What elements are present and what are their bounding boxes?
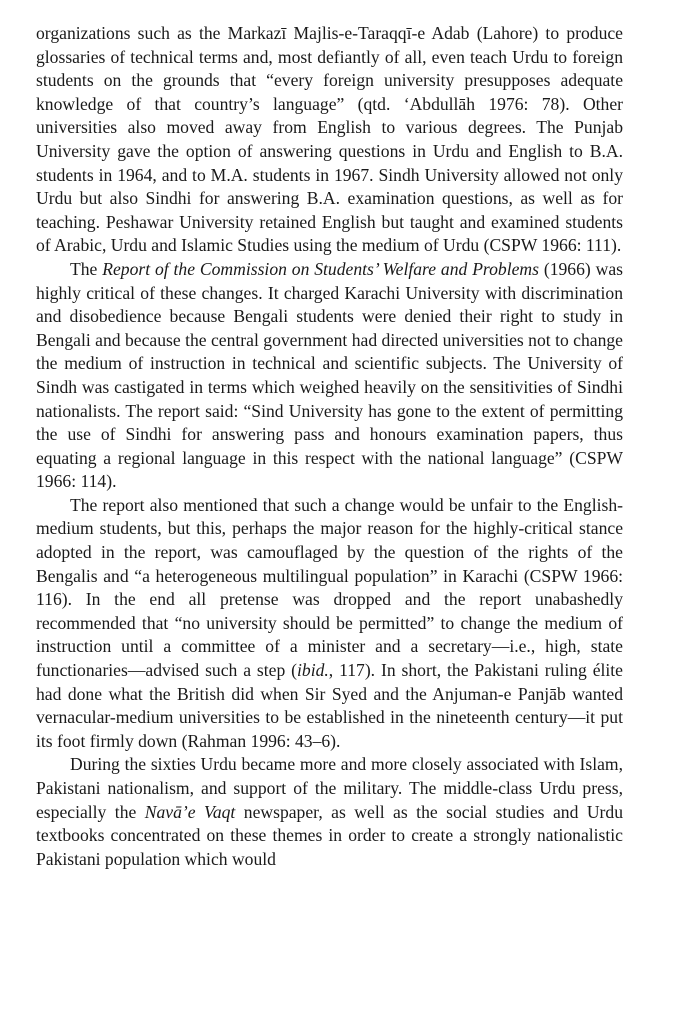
paragraph-4-text-cont: newspaper, as well as the social studies and Urdu textbooks concentrated on these themes in order to create a strongly nationalistic Pakistani population which would xyxy=(36,801,624,869)
paragraph-3-text-cont: , 117). In short, the Pakistani ruling élite had done what the British did when Sir Syed and the Anjuman-e Panjāb wanted vernacular-medium universities to be established in the nineteenth century—it put its foot firmly down (Rahman 1996: 43–6). xyxy=(36,660,623,751)
paragraph-4-text: During the sixties Urdu became more and more closely associated with Islam, Pakistani nationalism, and support of the military. The middle-class Urdu press, especially the xyxy=(36,754,623,822)
document-page xyxy=(36,22,623,871)
paragraph-2-text-cont: (1966) was highly critical of these changes. It charged Karachi University with discrimination and disobedience because Bengali students were denied their right to study in Bengali and because the central government had directed universities not to change the medium of instruction in technical and scientific subjects. The University of Sindh was castigated in terms which weighed heavily on the sensitivities of Sindhi nationalists. The report said: “Sind University has gone to the extent of permitting the use of Sindhi for answering pass and honours examination papers, thus equating a regional language in this respect with the national language” (CSPW 1966: 114). xyxy=(36,258,623,492)
paragraph-3 xyxy=(36,494,623,754)
newspaper-title-italic: Navā’e Vaqt xyxy=(144,801,236,822)
ibid-italic: ibid. xyxy=(297,660,329,681)
paragraph-2-text: The xyxy=(70,258,103,279)
paragraph-1-text: organizations such as the Markazī Majlis-e-Taraqqī-e Adab (Lahore) to produce glossaries of technical terms and, most defiantly of all, even teach Urdu to foreign students on the grounds that “every foreign university presupposes adequate knowledge of that country’s language” (qtd. ‘Abdullāh 1976: 78). Other universities also moved away from English to various degrees. The Punjab University gave the option of answering questions in Urdu and English to B.A. students in 1964, and to M.A. students in 1967. Sindh University allowed not only Urdu but also Sindhi for answering B.A. examination questions, as well as for teaching. Peshawar University retained English but taught and examined students of Arabic, Urdu and Islamic Studies using the medium of Urdu (CSPW 1966: 111). xyxy=(36,23,623,256)
paragraph-2 xyxy=(36,258,623,494)
report-title-italic: Report of the Commission on Students’ Welfare and Problems xyxy=(102,258,539,279)
paragraph-4 xyxy=(36,753,623,871)
paragraph-3-text: The report also mentioned that such a change would be unfair to the English-medium students, but this, perhaps the major reason for the highly-critical stance adopted in the report, was camouflaged by the question of the rights of the Bengalis and “a heterogeneous multilingual population” in Karachi (CSPW 1966: 116). In the end all pretense was dropped and the report unabashedly recommended that “no university should be permitted” to change the medium of instruction until a committee of a minister and a secretary—i.e., high, state functionaries—advised such a step ( xyxy=(36,494,623,681)
paragraph-1 xyxy=(36,22,623,258)
